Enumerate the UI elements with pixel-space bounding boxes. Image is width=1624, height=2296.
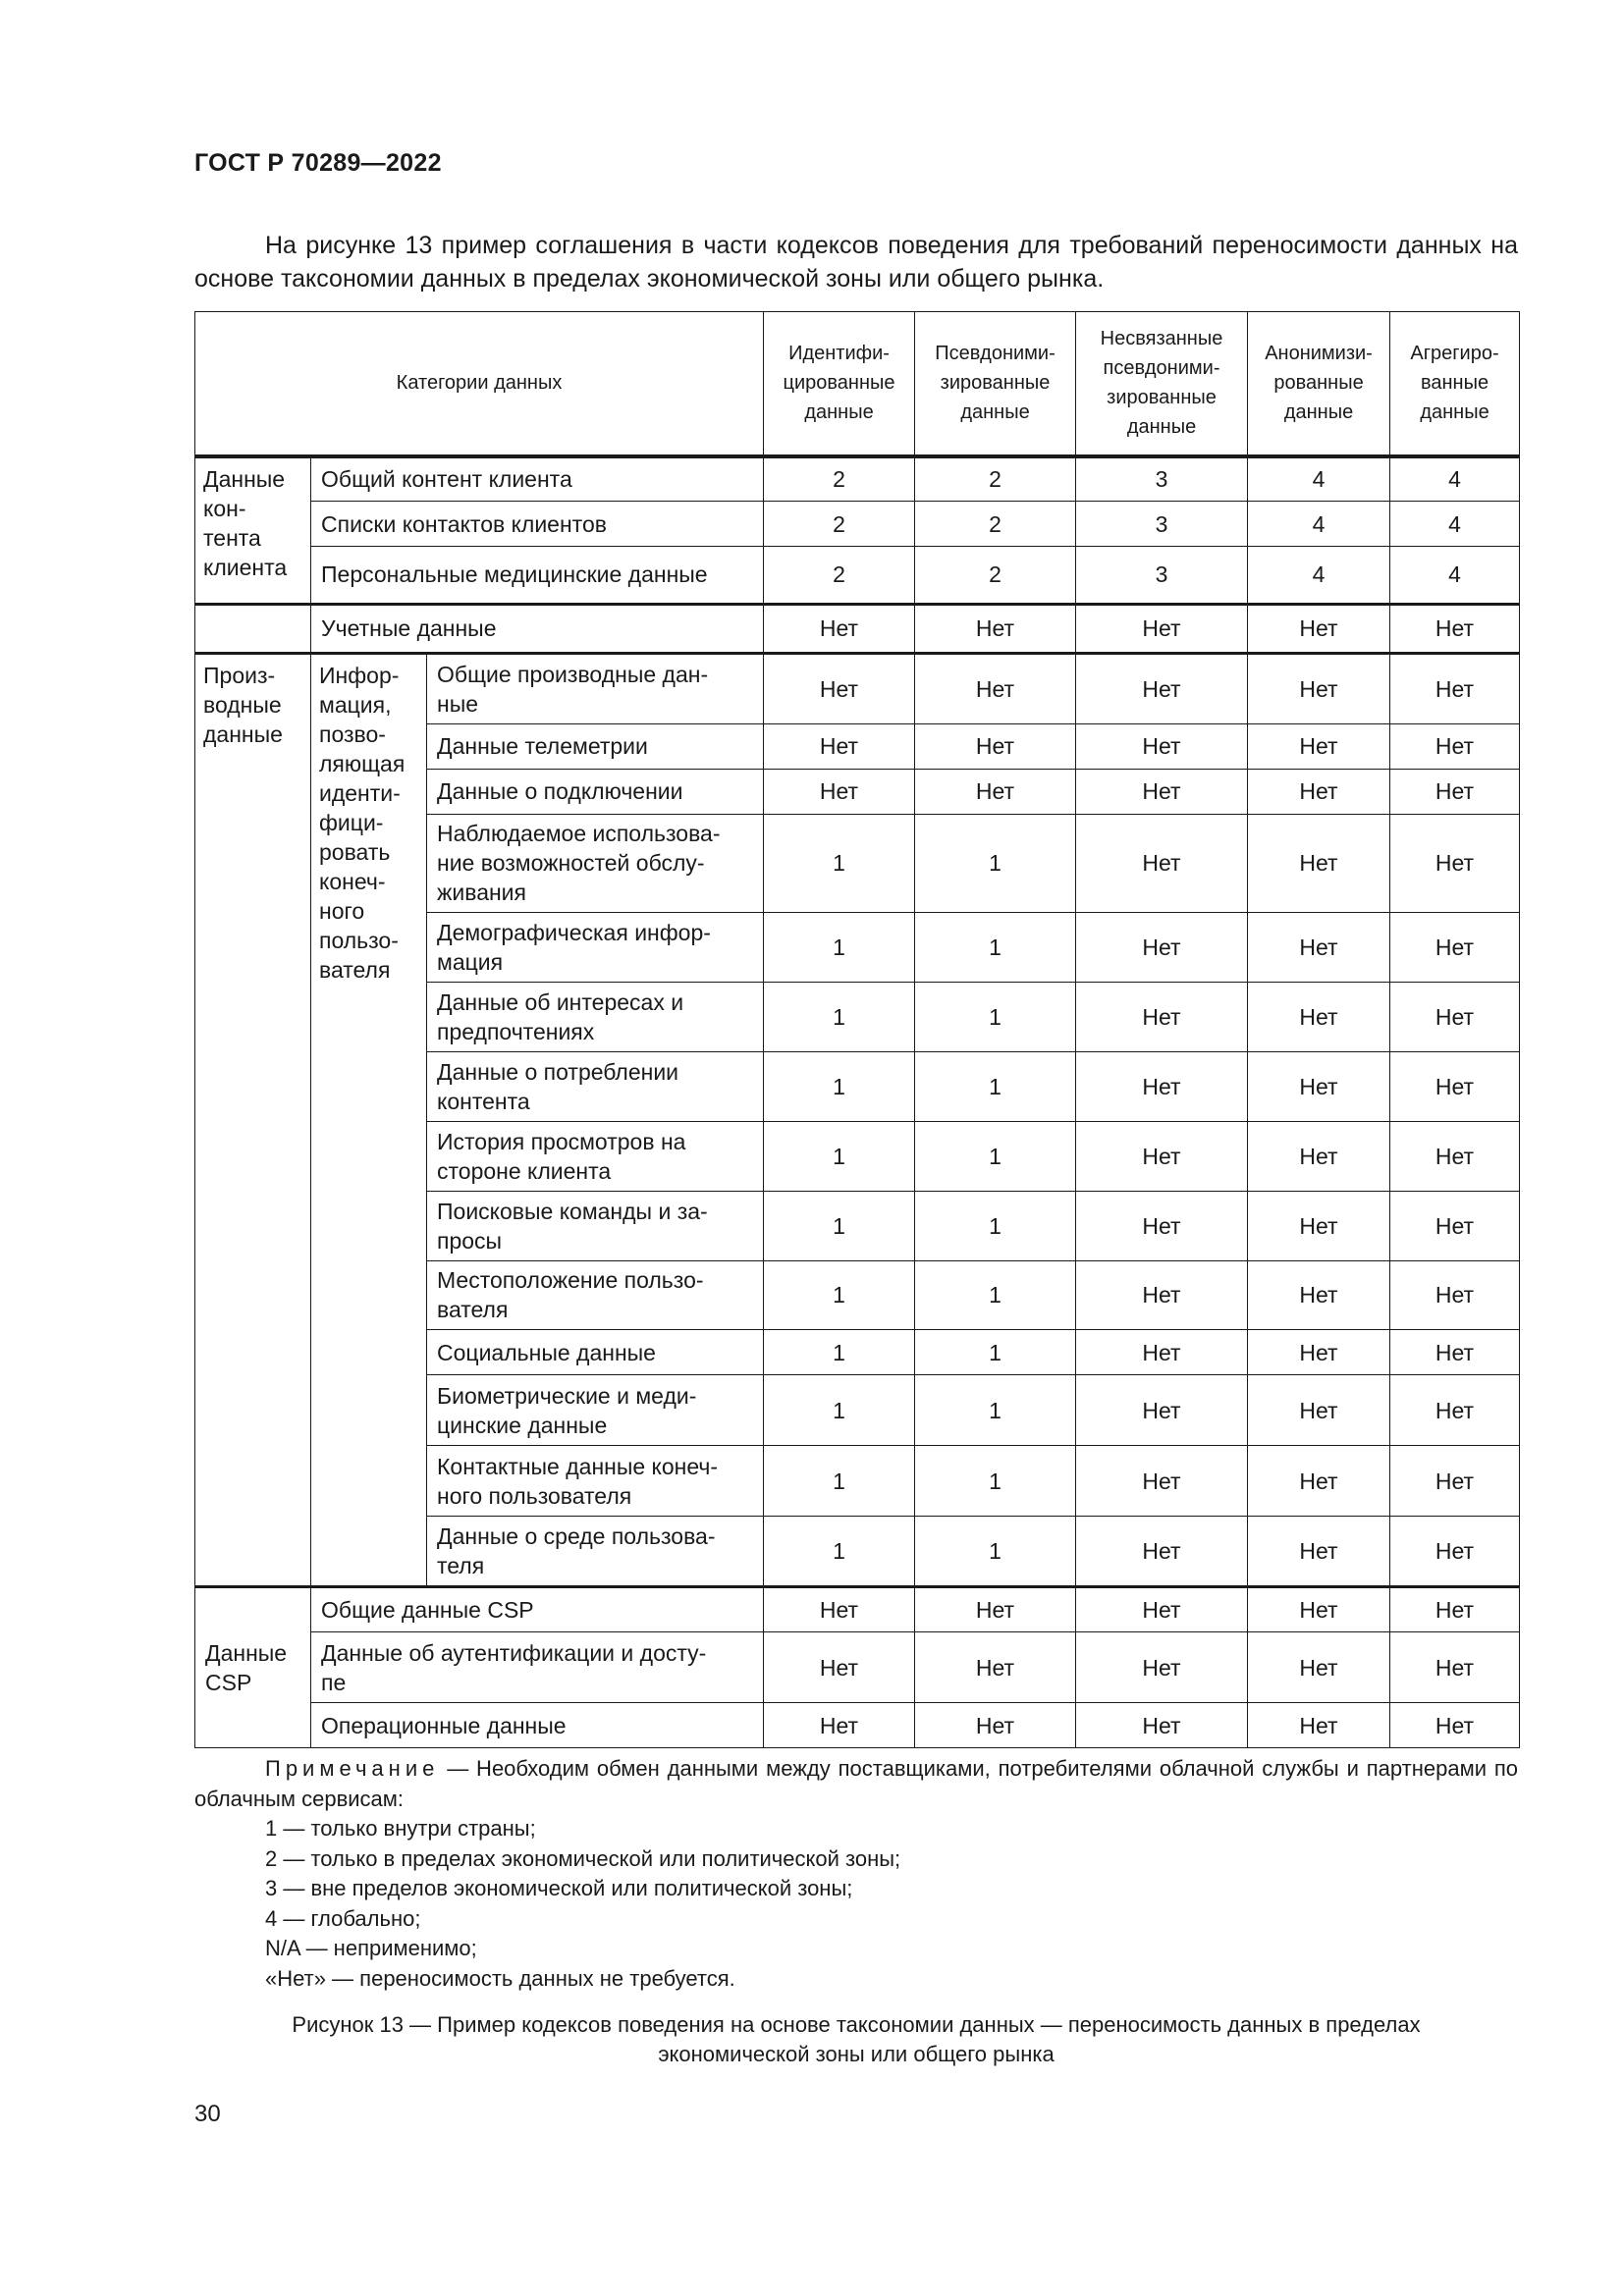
value-cell-text: 4 [1448, 466, 1461, 493]
note-item: 3 — вне пределов экономической или политической зоны; [265, 1876, 853, 1900]
value-cell-text: Нет [1299, 1397, 1338, 1423]
value-cell-text: Нет [1299, 733, 1338, 760]
table-note [194, 1754, 1518, 1994]
column-header [1390, 312, 1520, 456]
value-cell [1390, 982, 1520, 1051]
value-cell-text: Нет [1435, 1538, 1475, 1565]
value-cell [1390, 814, 1520, 912]
value-cell-text: 2 [989, 561, 1001, 588]
value-cell [1390, 1121, 1520, 1191]
row-label-text: Данные телеметрии [437, 733, 648, 760]
value-cell-text: Нет [1299, 1143, 1338, 1169]
value-cell-text: 2 [989, 466, 1001, 493]
value-cell-text: Нет [1435, 1397, 1475, 1423]
row-label [427, 769, 764, 814]
subgroup-label-enduser-info [311, 653, 427, 1586]
value-cell-text: 3 [1155, 510, 1168, 537]
value-cell [1248, 1632, 1390, 1703]
value-cell-text: Нет [1142, 1597, 1181, 1624]
value-cell-text: Нет [1435, 1468, 1475, 1494]
value-cell-text: Нет [1142, 733, 1181, 760]
row-label [311, 1587, 764, 1632]
value-cell [915, 1446, 1076, 1517]
value-cell-text: 1 [989, 1538, 1001, 1565]
value-cell-text: Нет [1142, 1003, 1181, 1030]
value-cell [915, 814, 1076, 912]
value-cell-text: Нет [819, 778, 859, 805]
value-cell [1076, 1703, 1248, 1748]
value-cell-text: Нет [975, 778, 1015, 805]
value-cell [915, 1330, 1076, 1375]
note-item: «Нет» — переносимость данных не требуется. [265, 1965, 735, 1991]
value-cell [1248, 1517, 1390, 1587]
column-header-text: Несвязанные псевдоними- зированные данные [1100, 328, 1223, 439]
value-cell [1076, 1051, 1248, 1121]
value-cell [1076, 456, 1248, 502]
value-cell [764, 814, 915, 912]
value-cell-text: 2 [833, 466, 845, 493]
value-cell-text: Нет [1435, 1282, 1475, 1308]
value-cell [1390, 1632, 1520, 1703]
value-cell [1248, 1051, 1390, 1121]
value-cell-text: 1 [833, 1339, 845, 1365]
document-header: ГОСТ Р 70289—2022 [194, 149, 442, 177]
value-cell-text: 1 [833, 1143, 845, 1169]
value-cell [915, 546, 1076, 604]
value-cell [915, 1051, 1076, 1121]
row-label-text: Поисковые команды и за- просы [437, 1198, 708, 1254]
value-cell-text: Нет [1299, 675, 1338, 702]
value-cell [764, 723, 915, 769]
value-cell-text: Нет [1299, 1212, 1338, 1239]
row-label-text: Контактные данные конеч- ного пользователя [437, 1453, 719, 1509]
row-label [311, 1703, 764, 1748]
value-cell-text: Нет [1299, 1003, 1338, 1030]
value-cell [1248, 653, 1390, 723]
column-header-text: Агрегиро- ванные данные [1410, 343, 1499, 424]
row-label [427, 1051, 764, 1121]
group-label-derived [195, 653, 311, 1586]
figure-caption [194, 2010, 1518, 2069]
value-cell [1248, 1375, 1390, 1446]
value-cell [1076, 1375, 1248, 1446]
value-cell-text: Нет [1299, 1654, 1338, 1681]
note-item: N/A — неприменимо; [265, 1936, 477, 1960]
value-cell [915, 1587, 1076, 1632]
row-label [311, 546, 764, 604]
value-cell [1390, 1051, 1520, 1121]
value-cell-text: Нет [819, 615, 859, 642]
row-label-text: Общие производные дан- ные [437, 661, 709, 717]
row-label-text: Списки контактов клиентов [321, 510, 607, 537]
value-cell [1248, 1191, 1390, 1260]
value-cell-text: Нет [975, 733, 1015, 760]
note-item: 4 — глобально; [265, 1905, 421, 1931]
value-cell [1076, 1446, 1248, 1517]
column-header-text: Анонимизи- рованные данные [1265, 343, 1373, 424]
value-cell [764, 1191, 915, 1260]
value-cell [1390, 1517, 1520, 1587]
value-cell-text: Нет [1142, 1212, 1181, 1239]
value-cell [1248, 1446, 1390, 1517]
value-cell [764, 456, 915, 502]
value-cell [1390, 1703, 1520, 1748]
value-cell-text: Нет [1299, 850, 1338, 877]
value-cell [764, 912, 915, 982]
value-cell [1390, 912, 1520, 982]
row-label-text: Операционные данные [321, 1712, 567, 1738]
table-row [195, 1587, 1520, 1632]
value-cell-text: Нет [1299, 778, 1338, 805]
value-cell-text: 3 [1155, 561, 1168, 588]
page-number: 30 [194, 2101, 221, 2127]
value-cell [1390, 1375, 1520, 1446]
value-cell [1076, 912, 1248, 982]
row-label [427, 1517, 764, 1587]
value-cell-text: Нет [1142, 1073, 1181, 1099]
row-label [427, 653, 764, 723]
value-cell [764, 1632, 915, 1703]
value-cell-text: 1 [989, 934, 1001, 960]
row-label [427, 723, 764, 769]
value-cell-text: Нет [1435, 850, 1475, 877]
value-cell [764, 1375, 915, 1446]
value-cell-text: 2 [833, 510, 845, 537]
value-cell [1390, 502, 1520, 547]
value-cell-text: Нет [819, 733, 859, 760]
table-row [195, 604, 1520, 653]
value-cell [915, 723, 1076, 769]
value-cell [1390, 769, 1520, 814]
value-cell-text: Нет [1299, 1538, 1338, 1565]
value-cell-text: 2 [833, 561, 845, 588]
table-row [195, 546, 1520, 604]
value-cell-text: 1 [833, 1003, 845, 1030]
value-cell [915, 1517, 1076, 1587]
value-cell [1390, 1446, 1520, 1517]
table-row [195, 502, 1520, 547]
value-cell-text: Нет [1299, 1597, 1338, 1624]
value-cell [915, 1375, 1076, 1446]
row-label [427, 1375, 764, 1446]
value-cell-text: 1 [989, 1339, 1001, 1365]
row-label-text: Учетные данные [321, 615, 497, 642]
intro-paragraph: На рисунке 13 пример соглашения в части кодексов поведения для требований переносимости данных на основе таксономии данных в пределах экономической зоны или общего рынка. [194, 232, 1518, 293]
note-items [194, 1814, 1518, 1994]
group-label-csp [195, 1587, 311, 1748]
value-cell-text: Нет [1435, 1212, 1475, 1239]
value-cell-text: Нет [819, 1712, 859, 1738]
value-cell-text: Нет [1142, 1143, 1181, 1169]
row-label [427, 1260, 764, 1330]
value-cell [1076, 982, 1248, 1051]
value-cell [1248, 982, 1390, 1051]
row-label-text: Данные о потреблении контента [437, 1058, 679, 1114]
value-cell [915, 982, 1076, 1051]
value-cell [764, 604, 915, 653]
value-cell-text: Нет [975, 615, 1015, 642]
row-label [311, 502, 764, 547]
value-cell [915, 1191, 1076, 1260]
table-body [195, 312, 1520, 1748]
value-cell-text: Нет [975, 1654, 1015, 1681]
value-cell-text: 1 [833, 1212, 845, 1239]
value-cell [1248, 502, 1390, 547]
value-cell [1248, 769, 1390, 814]
value-cell-text: 1 [989, 1073, 1001, 1099]
value-cell-text: Нет [975, 1597, 1015, 1624]
value-cell [915, 456, 1076, 502]
value-cell [1076, 653, 1248, 723]
note-heading: Примечание [265, 1756, 440, 1781]
value-cell-text: Нет [1299, 1468, 1338, 1494]
value-cell-text: Нет [1142, 1339, 1181, 1365]
row-label-text: Общий контент клиента [321, 466, 572, 493]
value-cell [764, 502, 915, 547]
table-row [195, 456, 1520, 502]
value-cell [764, 769, 915, 814]
value-cell-text: 4 [1448, 510, 1461, 537]
value-cell [764, 1330, 915, 1375]
value-cell-text: Нет [1435, 1143, 1475, 1169]
row-label [427, 982, 764, 1051]
value-cell [764, 1517, 915, 1587]
value-cell [764, 653, 915, 723]
row-label [427, 1121, 764, 1191]
value-cell [1076, 723, 1248, 769]
value-cell [1390, 1260, 1520, 1330]
row-label-text: Общие данные CSP [321, 1597, 534, 1624]
row-label [427, 814, 764, 912]
group-label-customer-content-text: Данные кон- тента клиента [203, 465, 288, 580]
value-cell [764, 546, 915, 604]
value-cell [1076, 1517, 1248, 1587]
value-cell [915, 1632, 1076, 1703]
value-cell-text: 4 [1312, 466, 1326, 493]
table-row [195, 1703, 1520, 1748]
value-cell-text: Нет [1142, 1654, 1181, 1681]
value-cell [1076, 1330, 1248, 1375]
value-cell-text: Нет [819, 675, 859, 702]
value-cell-text: 1 [833, 1538, 845, 1565]
value-cell-text: Нет [1142, 778, 1181, 805]
value-cell-text: Нет [1435, 1073, 1475, 1099]
value-cell-text: Нет [819, 1654, 859, 1681]
row-label-text: Данные об аутентификации и досту- пе [321, 1639, 707, 1695]
row-label [311, 456, 764, 502]
value-cell-text: Нет [1142, 675, 1181, 702]
value-cell-text: 1 [833, 1282, 845, 1308]
note-item: 1 — только внутри страны; [265, 1816, 536, 1841]
value-cell-text: Нет [1142, 850, 1181, 877]
value-cell-text: Нет [819, 1597, 859, 1624]
value-cell [1390, 653, 1520, 723]
value-cell-text: 2 [989, 510, 1001, 537]
category-header-text: Категории данных [396, 372, 563, 395]
column-header [1248, 312, 1390, 456]
group-label-csp-text: Данные CSP [205, 1640, 288, 1696]
category-header [195, 312, 764, 456]
value-cell-text: Нет [1299, 1712, 1338, 1738]
value-cell [915, 653, 1076, 723]
value-cell [1390, 456, 1520, 502]
data-portability-table [194, 311, 1520, 1748]
value-cell-text: 1 [989, 1003, 1001, 1030]
value-cell-text: Нет [1435, 1339, 1475, 1365]
row-label-text: История просмотров на стороне клиента [437, 1128, 686, 1184]
empty-group-cell [195, 604, 311, 653]
value-cell [1248, 1330, 1390, 1375]
value-cell-text: Нет [1435, 733, 1475, 760]
row-label-text: Данные о среде пользова- теля [437, 1523, 716, 1579]
value-cell-text: 4 [1448, 561, 1461, 588]
value-cell [1390, 604, 1520, 653]
value-cell-text: 4 [1312, 561, 1326, 588]
value-cell [1248, 456, 1390, 502]
value-cell-text: 1 [833, 934, 845, 960]
value-cell [764, 982, 915, 1051]
row-label [427, 1446, 764, 1517]
value-cell-text: Нет [1299, 1073, 1338, 1099]
value-cell-text: Нет [1299, 1339, 1338, 1365]
value-cell-text: Нет [1299, 615, 1338, 642]
value-cell [1248, 912, 1390, 982]
value-cell [915, 912, 1076, 982]
value-cell [915, 502, 1076, 547]
row-label [311, 604, 764, 653]
value-cell [1076, 546, 1248, 604]
note-item: 2 — только в пределах экономической или политической зоны; [265, 1845, 901, 1871]
value-cell [1390, 546, 1520, 604]
value-cell [764, 1051, 915, 1121]
value-cell-text: 1 [989, 1468, 1001, 1494]
value-cell [764, 1703, 915, 1748]
value-cell-text: Нет [1435, 1597, 1475, 1624]
value-cell-text: 1 [989, 850, 1001, 877]
value-cell [1248, 1703, 1390, 1748]
row-label-text: Наблюдаемое использова- ние возможностей обслу- живания [437, 821, 721, 906]
note-text: — Необходим обмен данными между поставщиками, потребителями облачной службы и партнерами по облачным сервисам: [194, 1756, 1518, 1811]
value-cell [1248, 546, 1390, 604]
column-header-text: Идентифи- цированные данные [783, 343, 895, 424]
value-cell-text: Нет [1435, 675, 1475, 702]
value-cell-text: 1 [833, 1468, 845, 1494]
value-cell [1390, 1191, 1520, 1260]
value-cell [915, 1703, 1076, 1748]
value-cell-text: 1 [833, 1073, 845, 1099]
value-cell-text: Нет [1435, 934, 1475, 960]
value-cell [1390, 1330, 1520, 1375]
value-cell-text: Нет [1142, 1468, 1181, 1494]
value-cell-text: 1 [989, 1397, 1001, 1423]
value-cell-text: 3 [1155, 466, 1168, 493]
column-header [1076, 312, 1248, 456]
value-cell [1076, 814, 1248, 912]
group-label-customer-content [195, 456, 311, 605]
value-cell [915, 1260, 1076, 1330]
value-cell [764, 1446, 915, 1517]
value-cell-text: 1 [833, 1397, 845, 1423]
value-cell [1076, 1632, 1248, 1703]
row-label [311, 1632, 764, 1703]
value-cell [1076, 769, 1248, 814]
value-cell-text: Нет [1142, 1282, 1181, 1308]
value-cell-text: Нет [1142, 934, 1181, 960]
value-cell-text: 1 [989, 1282, 1001, 1308]
row-label-text: Персональные медицинские данные [321, 561, 708, 588]
value-cell [764, 1260, 915, 1330]
row-label-text: Социальные данные [437, 1339, 656, 1365]
column-header-text: Псевдоними- зированные данные [935, 343, 1056, 424]
value-cell [1076, 604, 1248, 653]
value-cell-text: Нет [1299, 1282, 1338, 1308]
value-cell-text: Нет [1299, 934, 1338, 960]
value-cell-text: Нет [1142, 1397, 1181, 1423]
value-cell-text: Нет [1435, 778, 1475, 805]
value-cell [1076, 1587, 1248, 1632]
value-cell-text: Нет [1435, 615, 1475, 642]
value-cell [1248, 723, 1390, 769]
value-cell [1076, 1121, 1248, 1191]
table-row [195, 653, 1520, 723]
value-cell [915, 604, 1076, 653]
value-cell-text: Нет [1142, 1712, 1181, 1738]
value-cell-text: Нет [1142, 615, 1181, 642]
value-cell-text: Нет [975, 675, 1015, 702]
value-cell [1248, 814, 1390, 912]
value-cell-text: 1 [833, 850, 845, 877]
value-cell [1248, 1260, 1390, 1330]
value-cell [1248, 604, 1390, 653]
row-label [427, 912, 764, 982]
value-cell [1390, 723, 1520, 769]
value-cell-text: Нет [1435, 1003, 1475, 1030]
figure-caption-text: Рисунок 13 — Пример кодексов поведения на основе таксономии данных — переносимость данных в пределах экономической зоны или общего рынка [292, 2012, 1421, 2066]
column-header [764, 312, 915, 456]
value-cell [915, 1121, 1076, 1191]
value-cell-text: Нет [1435, 1712, 1475, 1738]
table-row [195, 312, 1520, 456]
row-label [427, 1330, 764, 1375]
value-cell [1076, 1260, 1248, 1330]
table-row [195, 1632, 1520, 1703]
value-cell [1390, 1587, 1520, 1632]
value-cell [764, 1587, 915, 1632]
row-label [427, 1191, 764, 1260]
value-cell-text: Нет [975, 1712, 1015, 1738]
row-label-text: Биометрические и меди- цинские данные [437, 1382, 697, 1438]
value-cell-text: Нет [1142, 1538, 1181, 1565]
group-label-derived-text: Произ- водные данные [203, 662, 283, 747]
value-cell-text: Нет [1435, 1654, 1475, 1681]
subgroup-label-enduser-info-text: Инфор- мация, позво- ляющая иденти- фици- ровать конеч- ного пользо- вателя [319, 662, 406, 983]
column-header [915, 312, 1076, 456]
value-cell [764, 1121, 915, 1191]
value-cell-text: 1 [989, 1212, 1001, 1239]
value-cell [1076, 1191, 1248, 1260]
row-label-text: Демографическая инфор- мация [437, 919, 711, 975]
value-cell [1248, 1587, 1390, 1632]
row-label-text: Местоположение пользо- вателя [437, 1267, 704, 1323]
row-label-text: Данные о подключении [437, 778, 683, 805]
value-cell [1248, 1121, 1390, 1191]
value-cell-text: 4 [1312, 510, 1326, 537]
value-cell [1076, 502, 1248, 547]
row-label-text: Данные об интересах и предпочтениях [437, 988, 684, 1044]
value-cell [915, 769, 1076, 814]
value-cell-text: 1 [989, 1143, 1001, 1169]
